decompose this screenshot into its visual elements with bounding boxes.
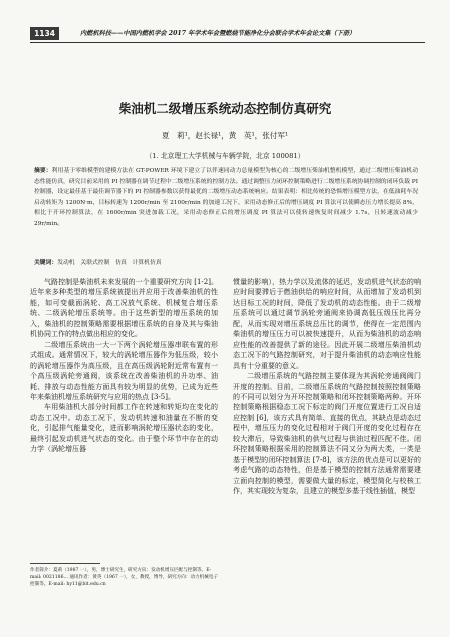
body-paragraph: 气路控制是柴油机未来发展的一个重要研究方向 [1-2]。近年来多种类型的增压系统被提出并应用于改善柴油机的性能，如可变截面涡轮、高工况放气系统、机械复合增压系统、二级涡轮增压系统等。由于这些新型的增压系统的加入，柴油机的控制策略需要根据增压系统的自身及其与柴油机协同工作的特点做出相应的变化。 [30, 278, 218, 339]
running-header [30, 27, 425, 43]
abstract [34, 166, 418, 230]
keywords-label: 关键词： [34, 260, 58, 266]
page-number: 1134 [30, 27, 59, 40]
footnote-rule [30, 563, 100, 564]
keywords-text: 发动机 关联式控制 仿真 计算机仿真 [57, 260, 162, 266]
body-paragraph: 二级增压系统由一大一下两个涡轮增压器串联布置的形式组成。通常情况下，较大的涡轮增压器作为低压级，较小的涡轮增压器作为高压级，且在高压级涡轮附近常布置有一个高压级涡轮旁通阀，该系统在改善柴油机的升功率、油耗、排放与动态性能方面具有较为明显的优势，已成为近些年来柴油机增压系统研究与应用的热点 [3-5]。 [30, 340, 218, 401]
affiliation: （1. 北京理工大学机械与车辆学院，北京 100081） [145, 152, 305, 160]
header-rule [30, 42, 425, 43]
body-left-column [30, 277, 218, 455]
body-right-column [233, 277, 421, 497]
abstract-text: 利用基于零维模型的建模方法在 GT-POWER 环境下建立了以伴速同动力总量模型为核心的二级增压柴油机整机模型，通过二级增压柴油机动态性能仿真，研究目前采用的 PI 控制器在调节过程中二级增压系统的控制方法。通过调整压力闭环控制策略进行二级增压系统协调控制的闭环负载 PI 控制器，设定最佳基于最佳调节器下的 PI 控制器参数以获得最优的二级增压动态系统响应。结果表明：相比传统的恐惧增压模型方法，在低油耗车况启动转矩为 1200N·m，目标转速为 1200r/min 至 2100r/min 的加速工况下，采用动态修正后的增压调度 PI 算法可以使瞬态压力增长提高 8%，相比于开环控制算法，在 1600r/min 突进加载工况，采用动态修正后的增压调度 PI 算法可以使转速恢复时间减少 1.7s，且转速波动减少 29r/min。 [34, 168, 418, 227]
paper-title: 柴油机二级增压系统动态控制仿真研究 [118, 101, 332, 116]
body-paragraph: 惯量的影响），热力学以及流体的延迟，发动机进气状态的响应时间要滞后于燃油供给的响应时间，从而增加了发动机到达目标工况的时间，降低了发动机的动态性能。由于二级增压系统可以通过调节涡轮旁通阀来协调高低压级压比再分配，从而实现对增压系统总压比的调节，使得在一定范围内柴油机的增压压力可以被快速提升，从而为柴油机的动态响应性能的改善提供了新的途径。因此开展二级增压柴油机动态工况下的气路控制研究，对于提升柴油机的动态响应性能具有十分重要的意义。 [233, 278, 421, 370]
keywords [34, 257, 418, 266]
body-paragraph: 车用柴油机大部分时间都工作在转速和转矩均在变化的动态工况中。动态工况下，发动机转速和油量在不断的变化，引起排气能量变化，进而影响涡轮增压器状态的变化，最终引起发动机进气状态的变化。由于整个环节中存在的动力学（涡轮增压器 [30, 403, 218, 454]
author-list: 夏 莉¹，赵长禄¹，黄 英¹，张付军¹ [161, 131, 289, 140]
journal-name: 内燃机科技——中国内燃机学会 2017 年学术年会暨燃烧节能净化分会联合学术年会论文集（下册） [80, 30, 356, 37]
body-paragraph: 二级增压系统的气路控制主要体现为其涡轮旁通阀阀门开度的控制。目前，二级增压系统的气路控制按照控制策略的不同可以划分为开环控制策略和闭环控制策略两种。开环控制策略根据稳态工况下标定的阀门开度位置进行工况自适应控制 [6]，该方式具有简单、直接的优点，其缺点是动态过程中，增压压力的变化过程相对于阀门开度的变化过程存在较大滞后，导致柴油机的供气过程与供油过程匹配不佳。闭环控制策略根据采用的控制算法不同又分为两大类，一类是基于模型的闭环控制算法 [7-8]，该方法的优点是可以更好的考虑气路的动态特性，但是基于模型的控制方法通常需要建立面向控制的模型，需要做大量的标定，模型简化与校核工作，其实现较为复杂，且建立的模型多基于线性插值，模型 [233, 372, 421, 496]
author-footnote: 作者简介：夏莉（1987 一），男，博士研究生，研究方向：发动机增压匹配与控制等。E-mail: 0021186... 通讯作者：黄英（1967 一），女，教授，博导，研究方向：动力机械电子控制等。E-mail: hy11@bit.edu.cn [30, 568, 219, 588]
abstract-label: 摘要： [34, 168, 52, 174]
